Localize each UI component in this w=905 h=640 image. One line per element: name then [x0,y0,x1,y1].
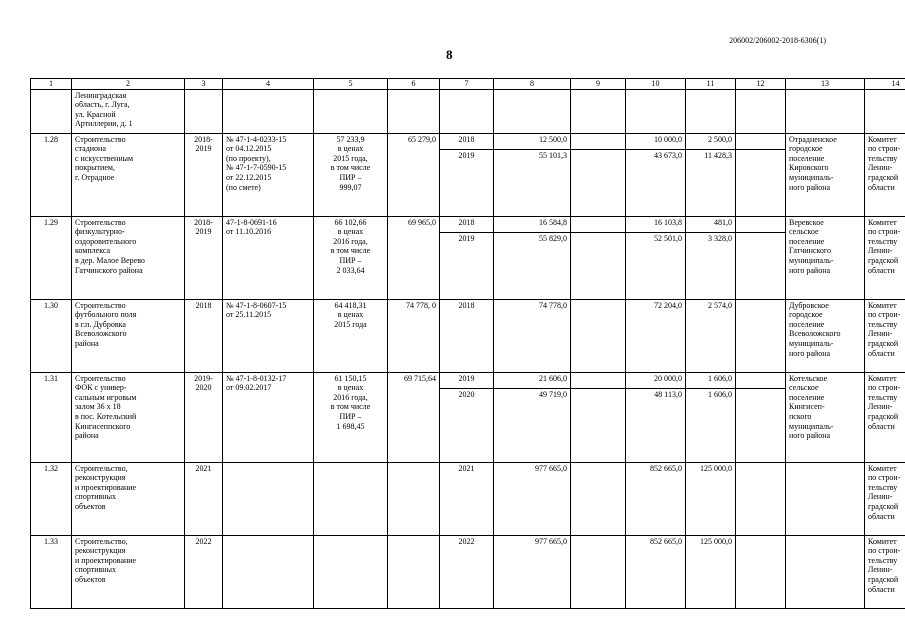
funding-col12 [736,372,786,388]
responsible-agency: Комитет по строи- тельству Ленин- градской области [865,462,905,535]
funding-total: 16 584,8 [494,216,571,232]
estimated-cost: 66 102,66 в ценах 2016 года, в том числе ПИР – 2 033,64 [314,216,388,299]
funding-local: 2 500,0 [686,133,736,149]
responsible-agency: Комитет по строи- тельству Ленин- градской области [865,133,905,216]
funding-col9 [571,372,626,388]
col-header: 3 [185,79,223,90]
program-table [30,78,905,609]
year-cell: 2018 [440,133,494,149]
responsible-agency: Комитет по строи- тельству Ленин- градской области [865,535,905,608]
estimated-cost: 57 233,9 в ценах 2015 года, в том числе ПИР – 999,07 [314,133,388,216]
municipality [786,535,865,608]
col-header: 5 [314,79,388,90]
estimated-cost [314,535,388,608]
table-row [31,372,905,388]
construction-period: 2018 [185,299,223,372]
funding-col12 [736,462,786,535]
funding-local: 125 000,0 [686,462,736,535]
total-cost: 69 715,64 [388,372,440,462]
object-name: Строительство ФОК с универ- сальным игровым залом 36 х 18 в пос. Котельский Кингисеппского района [72,372,185,462]
funding-local: 3 328,0 [686,232,736,299]
construction-period: 2019- 2020 [185,372,223,462]
funding-local: 1 606,0 [686,372,736,388]
construction-period: 2022 [185,535,223,608]
year-cell: 2022 [440,535,494,608]
approval-documents: № 47-1-8-0607-15 от 25.11.2015 [223,299,314,372]
total-cost: 69 965,0 [388,216,440,299]
funding-total: 21 606,0 [494,372,571,388]
funding-col12 [736,216,786,232]
funding-regional: 72 204,0 [626,299,686,372]
funding-regional: 16 103,8 [626,216,686,232]
year-cell: 2020 [440,388,494,462]
funding-total: 55 101,3 [494,149,571,216]
funding-col12 [736,232,786,299]
table-row [31,535,905,608]
continuation-name: Ленинградская область, г. Луга, ул. Красной Артиллерии, д. 1 [72,89,185,133]
col-header: 7 [440,79,494,90]
table-row [31,133,905,149]
continuation-row [31,89,905,133]
funding-col12 [736,299,786,372]
funding-col9 [571,299,626,372]
table-row [31,462,905,535]
funding-local: 1 606,0 [686,388,736,462]
funding-col12 [736,133,786,149]
year-cell: 2019 [440,149,494,216]
col-header: 4 [223,79,314,90]
municipality: Отрадненское городское поселение Кировского муниципаль- ного района [786,133,865,216]
col-header: 11 [686,79,736,90]
row-number: 1.31 [31,372,72,462]
funding-col9 [571,149,626,216]
row-number: 1.28 [31,133,72,216]
funding-local: 2 574,0 [686,299,736,372]
year-cell: 2019 [440,232,494,299]
municipality: Веревское сельское поселение Гатчинского муниципаль- ного района [786,216,865,299]
header-row [31,79,905,90]
total-cost: 74 778, 0 [388,299,440,372]
responsible-agency: Комитет по строи- тельству Ленин- градской области [865,372,905,462]
table-body [31,89,905,608]
funding-local: 125 000,0 [686,535,736,608]
funding-regional: 20 000,0 [626,372,686,388]
estimated-cost: 61 150,15 в ценах 2016 года, в том числе ПИР – 1 698,45 [314,372,388,462]
funding-regional: 52 501,0 [626,232,686,299]
funding-total: 49 719,0 [494,388,571,462]
funding-col9 [571,388,626,462]
total-cost [388,535,440,608]
funding-total: 977 665,0 [494,462,571,535]
estimated-cost: 64 418,31 в ценах 2015 года [314,299,388,372]
funding-col9 [571,462,626,535]
col-header: 13 [786,79,865,90]
funding-col12 [736,535,786,608]
row-number: 1.30 [31,299,72,372]
object-name: Строительство, реконструкция и проектирование спортивных объектов [72,535,185,608]
year-cell: 2018 [440,216,494,232]
funding-regional: 852 665,0 [626,535,686,608]
approval-documents [223,535,314,608]
col-header: 6 [388,79,440,90]
object-name: Строительство футбольного поля в г.п. Дубровка Всеволожского района [72,299,185,372]
total-cost: 65 279,0 [388,133,440,216]
responsible-agency: Комитет по строи- тельству Ленин- градской области [865,299,905,372]
row-number: 1.32 [31,462,72,535]
approval-documents: 47-1-8-0691-16 от 11.10.2016 [223,216,314,299]
page-number: 8 [446,47,453,62]
col-header: 9 [571,79,626,90]
year-cell: 2021 [440,462,494,535]
responsible-agency: Комитет по строи- тельству Ленин- градской области [865,216,905,299]
object-name: Строительство, реконструкция и проектирование спортивных объектов [72,462,185,535]
total-cost [388,462,440,535]
funding-col9 [571,133,626,149]
municipality: Дубровское городское поселение Всеволожского муниципаль- ного района [786,299,865,372]
col-header: 8 [494,79,571,90]
table-row [31,299,905,372]
document-id: 206002/206002-2018-6306(1) [729,36,826,45]
municipality [786,462,865,535]
year-cell: 2018 [440,299,494,372]
funding-col9 [571,216,626,232]
funding-total: 55 829,0 [494,232,571,299]
construction-period: 2021 [185,462,223,535]
object-name: Строительство стадиона с искусственным покрытием, г. Отрадное [72,133,185,216]
construction-period: 2018- 2019 [185,133,223,216]
funding-local: 481,0 [686,216,736,232]
funding-col12 [736,388,786,462]
funding-total: 977 665,0 [494,535,571,608]
object-name: Строительство физкультурно- оздоровительного комплекса в дер. Малое Верево Гатчинского района [72,216,185,299]
col-header: 2 [72,79,185,90]
row-number: 1.33 [31,535,72,608]
funding-regional: 43 673,0 [626,149,686,216]
col-header: 1 [31,79,72,90]
year-cell: 2019 [440,372,494,388]
approval-documents [223,462,314,535]
funding-local: 11 428,3 [686,149,736,216]
col-header: 10 [626,79,686,90]
funding-regional: 852 665,0 [626,462,686,535]
funding-col9 [571,535,626,608]
col-header: 14 [865,79,905,90]
funding-regional: 48 113,0 [626,388,686,462]
approval-documents: № 47-1-8-0132-17 от 09.02.2017 [223,372,314,462]
funding-total: 74 778,0 [494,299,571,372]
municipality: Котельское сельское поселение Кингисеп- пского муниципаль- ного района [786,372,865,462]
estimated-cost [314,462,388,535]
funding-total: 12 500,0 [494,133,571,149]
approval-documents: № 47-1-4-0233-15 от 04.12.2015 (по проекту), № 47-1-7-0590-15 от 22.12.2015 (по смете) [223,133,314,216]
funding-col12 [736,149,786,216]
col-header: 12 [736,79,786,90]
construction-period: 2018- 2019 [185,216,223,299]
funding-regional: 10 000,0 [626,133,686,149]
funding-col9 [571,232,626,299]
table-row [31,216,905,232]
row-number: 1.29 [31,216,72,299]
